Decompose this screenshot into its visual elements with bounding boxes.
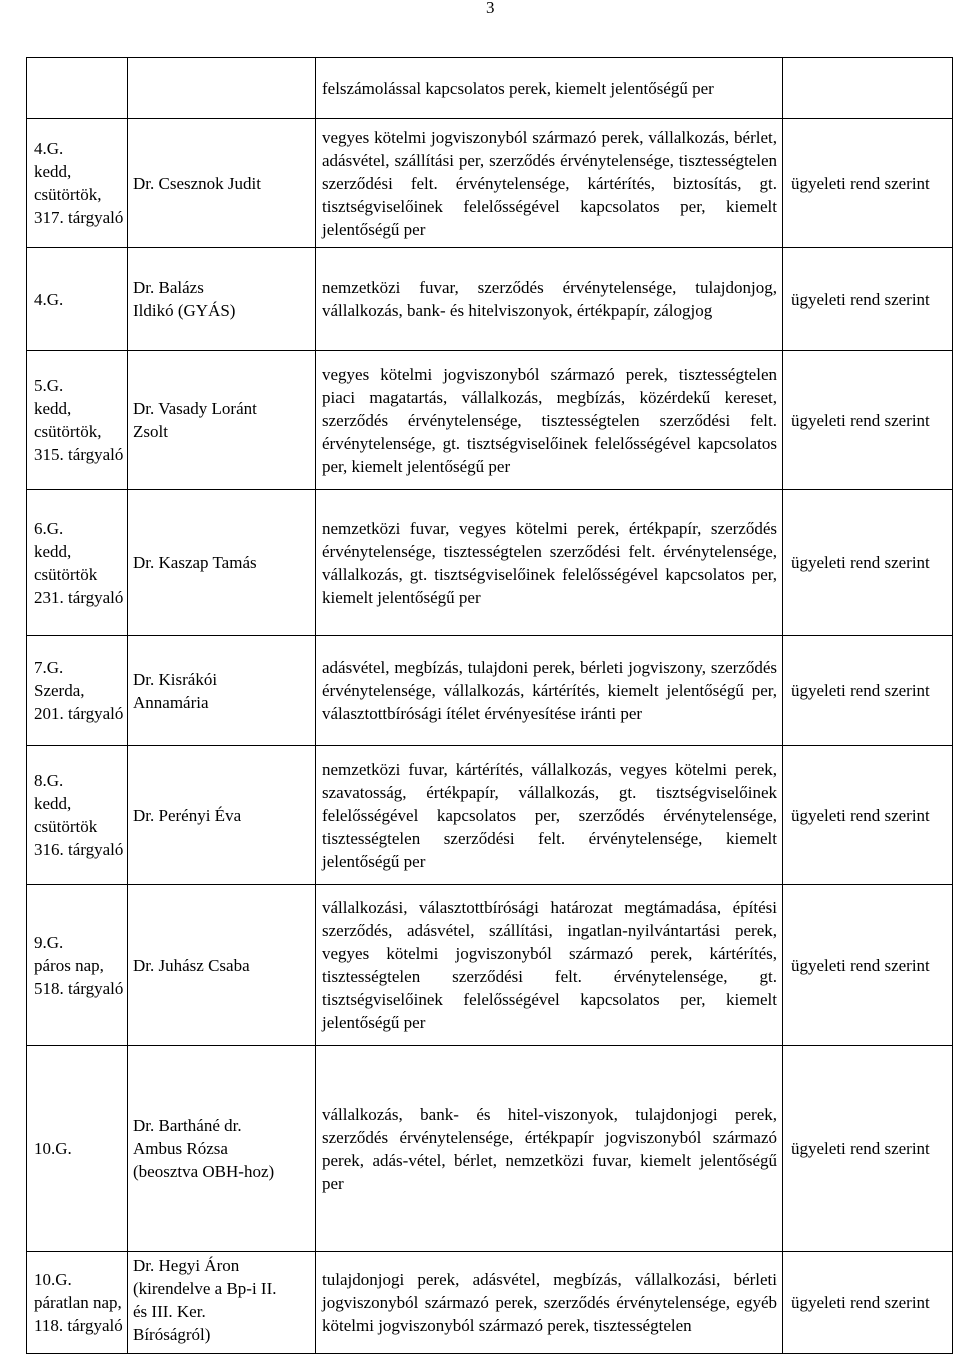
courtroom-text: páros nap, [34, 955, 104, 975]
courtroom-text: 10.G. [34, 1270, 72, 1289]
judge-name: (kirendelve a Bp-i II. [133, 1279, 277, 1298]
judge-name: Dr. Balázs [133, 278, 204, 297]
judge-name: Dr. Juhász Csaba [133, 955, 250, 975]
schedule-cell [783, 746, 953, 885]
courtroom-cell [27, 58, 128, 119]
courtroom-cell [27, 490, 128, 636]
case-types-cell [316, 351, 783, 490]
case-types-cell [316, 885, 783, 1046]
schedule-cell [783, 1252, 953, 1354]
duty-schedule-text: ügyeleti rend szerint [791, 681, 930, 700]
judge-name: Dr. Kaszap Tamás [133, 553, 257, 572]
table-row [27, 885, 953, 1046]
courtroom-text: kedd, [34, 541, 72, 561]
courtroom-text: 7.G. [34, 658, 64, 677]
schedule-cell [783, 885, 953, 1046]
courtroom-cell [27, 1252, 128, 1354]
case-types-text: adásvétel, megbízás, tulajdoni perek, bérleti jogviszony, szerződés érvénytelensége, vállalkozás, kártérítés, kiemelt jelentőségű per, választottbírósági ítélet érvényesítése iránti per [322, 658, 777, 723]
courtroom-text: 231. tárgyaló [34, 587, 124, 607]
duty-schedule-text: ügyeleti rend szerint [791, 553, 930, 572]
judge-name: Zsolt [133, 422, 168, 441]
case-types-text: nemzetközi fuvar, vegyes kötelmi perek, értékpapír, szerződés érvénytelensége, tisztességtelen szerződési felt. érvénytelensége, vállalkozás, gt. tisztségviselőinek felelősségével kapcsolatos per, kiemelt jelentőségű per [322, 518, 777, 607]
courtroom-cell [27, 351, 128, 490]
courtroom-cell [27, 746, 128, 885]
case-types-text: vállalkozási, választottbírósági határozat megtámadása, építési szerződés, adásvétel, szállítási, ingatlan-nyilvántartási perek, vegyes kötelmi jogviszonyból származó perek, kártérítés, tisztességtelen szerződési felt. érvénytelensége, gt. tisztségviselőinek felelősségével kapcsolatos per, kiemelt jelentőségű per [322, 898, 777, 1032]
courtroom-cell [27, 248, 128, 351]
schedule-cell [783, 1046, 953, 1252]
schedule-cell [783, 248, 953, 351]
judge-cell [128, 119, 316, 248]
schedule-cell [783, 58, 953, 119]
courtroom-text: kedd, [34, 399, 72, 418]
duty-schedule-text: ügyeleti rend szerint [791, 289, 930, 309]
table-row [27, 248, 953, 351]
table-row [27, 636, 953, 746]
courtroom-text: 316. tárgyaló [34, 840, 124, 859]
judge-name: Annamária [133, 692, 209, 712]
duty-schedule-text: ügyeleti rend szerint [791, 410, 930, 430]
courtroom-text: csütörtök [34, 817, 98, 836]
judge-cell [128, 746, 316, 885]
duty-schedule-text: ügyeleti rend szerint [791, 1293, 930, 1312]
judge-name: Dr. Kisrákói [133, 669, 218, 689]
courtroom-cell [27, 636, 128, 746]
courtroom-text: csütörtök, [34, 185, 102, 204]
courtroom-text: páratlan nap, [34, 1293, 122, 1312]
courtroom-text: 5.G. [34, 376, 64, 395]
judge-cell [128, 351, 316, 490]
case-types-text: vegyes kötelmi jogviszonyból származó perek, vállalkozás, bérlet, adásvétel, szállítási per, szerződés érvénytelensége, tisztességtelen szerződési felt. érvénytelensége, kártérítés, biztosítás, gt. tisztségviselőinek felelősségével kapcsolatos per, kiemelt jelentőségű per [322, 127, 777, 239]
courtroom-cell [27, 119, 128, 248]
courtroom-text: 6.G. [34, 518, 64, 538]
courtroom-text: 8.G. [34, 771, 64, 790]
duty-schedule-text: ügyeleti rend szerint [791, 955, 930, 975]
judge-cell [128, 1046, 316, 1252]
judge-cell [128, 885, 316, 1046]
courtroom-text: 10.G. [34, 1139, 72, 1158]
table-row [27, 351, 953, 490]
duty-schedule-text: ügyeleti rend szerint [791, 805, 930, 825]
case-types-text: felszámolással kapcsolatos perek, kiemelt jelentőségű per [322, 78, 714, 98]
case-types-text: vegyes kötelmi jogviszonyból származó perek, tisztességtelen piaci magatartás, vállalkozás, megbízás, közérdekű kereset, szerződés érvénytelensége, tisztességtelen szerződési felt. érvénytelensége, gt. tisztségviselőinek felelősségével kapcsolatos per, kiemelt jelentőségű per [322, 364, 777, 476]
case-types-cell [316, 119, 783, 248]
judge-cell [128, 58, 316, 119]
judge-name: Ildikó (GYÁS) [133, 301, 236, 320]
courtroom-text: 317. tárgyaló [34, 208, 124, 227]
case-types-text: vállalkozás, bank- és hitel-viszonyok, tulajdonjogi perek, szerződés érvénytelensége, értékpapír jogviszonyból származó perek, adás-vétel, bérlet, nemzetközi fuvar, kiemelt jelentőségű per [322, 1104, 777, 1193]
judge-name: Dr. Perényi Éva [133, 805, 242, 825]
case-types-cell [316, 248, 783, 351]
duty-schedule-text: ügyeleti rend szerint [791, 173, 930, 193]
case-types-cell [316, 58, 783, 119]
judge-name: és III. Ker. [133, 1302, 206, 1321]
table-row [27, 1252, 953, 1354]
courtroom-text: 201. tárgyaló [34, 704, 124, 723]
case-types-text: nemzetközi fuvar, szerződés érvénytelensége, tulajdonjog, vállalkozás, bank- és hitelviszonyok, értékpapír, zálogjog [322, 278, 777, 320]
courtroom-text: 315. tárgyaló [34, 445, 124, 464]
case-types-cell [316, 746, 783, 885]
courtroom-text: kedd, [34, 794, 72, 813]
judge-cell [128, 636, 316, 746]
courtroom-text: 518. tárgyaló [34, 978, 124, 998]
judge-cell [128, 248, 316, 351]
judge-name: Dr. Vasady Loránt [133, 399, 257, 418]
table-row [27, 490, 953, 636]
case-types-cell [316, 1252, 783, 1354]
courtroom-text: kedd, [34, 162, 72, 181]
judge-cell [128, 1252, 316, 1354]
table-row [27, 1046, 953, 1252]
schedule-cell [783, 351, 953, 490]
courtroom-text: 4.G. [34, 139, 64, 158]
judge-name: Dr. Bartháné dr. [133, 1116, 242, 1135]
case-types-cell [316, 490, 783, 636]
case-types-text: tulajdonjogi perek, adásvétel, megbízás, vállalkozási, bérleti jogviszonyból származó perek, szerződés érvénytelensége, egyéb kötelmi jogviszonyból származó perek, tisztességtelen [322, 1270, 777, 1335]
table-row [27, 746, 953, 885]
case-types-cell [316, 1046, 783, 1252]
table-row [27, 58, 953, 119]
judge-name: Dr. Hegyi Áron [133, 1256, 240, 1275]
courtroom-cell [27, 1046, 128, 1252]
schedule-cell [783, 636, 953, 746]
courtroom-cell [27, 885, 128, 1046]
duty-schedule-text: ügyeleti rend szerint [791, 1139, 930, 1158]
courtroom-text: 4.G. [34, 289, 64, 309]
schedule-cell [783, 490, 953, 636]
courtroom-text: 118. tárgyaló [34, 1316, 123, 1335]
page-number: 3 [486, 0, 495, 17]
case-allocation-table [26, 57, 953, 1354]
courtroom-text: Szerda, [34, 681, 85, 700]
judge-cell [128, 490, 316, 636]
schedule-cell [783, 119, 953, 248]
judge-name: (beosztva OBH-hoz) [133, 1162, 275, 1181]
case-types-text: nemzetközi fuvar, kártérítés, vállalkozás, vegyes kötelmi perek, szavatosság, értékpapír, vállalkozás, gt. tisztségviselőinek felelősségével kapcsolatos per, szerződés érvénytelensége, tisztességtelen szerződési felt. érvénytelensége, kiemelt jelentőségű per [322, 759, 777, 871]
table-row [27, 119, 953, 248]
courtroom-text: 9.G. [34, 932, 64, 952]
judge-name: Ambus Rózsa [133, 1139, 228, 1158]
judge-name: Bíróságról) [133, 1325, 211, 1344]
case-types-cell [316, 636, 783, 746]
courtroom-text: csütörtök, [34, 422, 102, 441]
courtroom-text: csütörtök [34, 564, 98, 584]
judge-name: Dr. Csesznok Judit [133, 173, 261, 193]
